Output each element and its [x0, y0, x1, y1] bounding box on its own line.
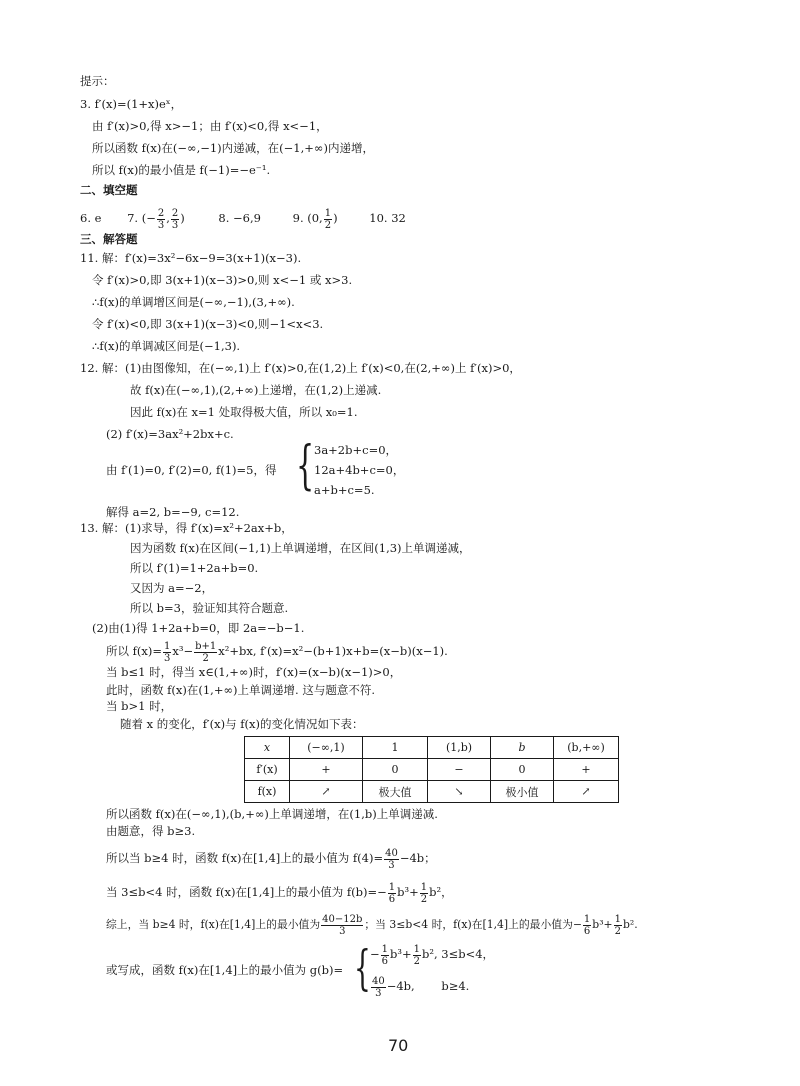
table-row	[245, 737, 619, 759]
q12-line1: 12. 解：(1)由图像知，在(−∞,1)上 f′(x)>0,在(1,2)上 f′(x)<0,在(2,+∞)上 f′(x)>0，	[80, 361, 521, 375]
q12-line4: (2) f′(x)=3ax²+2bx+c.	[106, 427, 234, 441]
table-cell: +	[290, 759, 363, 781]
table-cell: 0	[363, 759, 428, 781]
table-cell: ↗	[290, 781, 363, 803]
table-cell: ↘	[428, 781, 491, 803]
fill-answers	[80, 205, 406, 231]
q13-line3: 所以 f′(1)=1+2a+b=0.	[130, 561, 259, 575]
q11-line5: ∴f(x)的单调减区间是(−1,3).	[92, 339, 241, 353]
table-cell: x	[245, 737, 290, 759]
q13-line13: 由题意，得 b≥3.	[106, 824, 196, 838]
table-cell: (1,b)	[428, 737, 491, 759]
table-cell: b	[491, 737, 554, 759]
q12-system-eq1: 3a+2b+c=0，	[314, 443, 398, 457]
table-cell: f′(x)	[245, 759, 290, 781]
solve-heading: 三、解答题	[80, 232, 138, 246]
fill-heading: 二、填空题	[80, 183, 138, 197]
q12-line2: 故 f(x)在(−∞,1),(2,+∞)上递增，在(1,2)上递减.	[130, 383, 382, 397]
table-cell: −	[428, 759, 491, 781]
table-cell: (−∞,1)	[290, 737, 363, 759]
q13-line10-visible: 当 b>1 时，	[106, 699, 173, 713]
table-cell: 0	[491, 759, 554, 781]
q13-line5: 所以 b=3，验证知其符合题意.	[130, 601, 289, 615]
q13-line4: 又因为 a=−2，	[130, 581, 214, 595]
table-cell: 1	[363, 737, 428, 759]
table-cell: 极小值	[491, 781, 554, 803]
q13-piecewise-brace: {	[354, 940, 371, 996]
q11-line4: 令 f′(x)<0,即 3(x+1)(x−3)<0,则−1<x<3.	[92, 317, 324, 331]
variation-table	[244, 736, 619, 803]
q13-line11: 随着 x 的变化，f′(x)与 f(x)的变化情况如下表：	[120, 717, 364, 731]
table-cell: f(x)	[245, 781, 290, 803]
q12-system-eq2: 12a+4b+c=0，	[314, 463, 405, 477]
q13-line9: 此时，函数 f(x)在(1,+∞)上单调递增. 这与题意不符.	[106, 683, 375, 697]
table-cell: (b,+∞)	[554, 737, 619, 759]
hint-q3-line4: 所以 f(x)的最小值是 f(−1)=−e⁻¹.	[92, 163, 271, 177]
answer-7: 7. (− $\frac{2}{3}$ , $\frac{2}{3}$ )	[127, 207, 185, 231]
table-row	[245, 759, 619, 781]
answer-8: 8. −6,9	[218, 211, 261, 225]
q13-line16: 综上，当 b≥4 时，f(x)在[1,4]上的最小值为 $\frac{40-12b}{3}$ ；当 3≤b<4 时，f(x)在[1,4]上的最小值为− $\frac{1}{6}$ b³+ $\frac{1}{2}$ b².	[106, 913, 638, 937]
q11-line3: ∴f(x)的单调增区间是(−∞,−1),(3,+∞).	[92, 295, 295, 309]
q13-piece2: $\frac{40}{3}$ −4b, b≥4.	[372, 975, 470, 999]
q12-system-eq3: a+b+c=5.	[314, 483, 375, 497]
table-cell: 极大值	[363, 781, 428, 803]
table-cell: ↗	[554, 781, 619, 803]
q13-line12: 所以函数 f(x)在(−∞,1),(b,+∞)上单调递增，在(1,b)上单调递减.	[106, 807, 438, 821]
q13-line7: 所以 f(x)= $\frac{1}{3}$ x³− $\frac{b+1}{2}$ x²+bx, f′(x)=x²−(b+1)x+b=(x−b)(x−1).	[106, 640, 448, 664]
hint-q3-line2: 由 f′(x)>0,得 x>−1；由 f′(x)<0,得 x<−1，	[92, 119, 328, 133]
q13-line14: 所以当 b≥4 时，函数 f(x)在[1,4]上的最小值为 f(4)= $\frac{40}{3}$ −4b；	[106, 847, 436, 871]
q13-line15: 当 3≤b<4 时，函数 f(x)在[1,4]上的最小值为 f(b)=− $\frac{1}{6}$ b³+ $\frac{1}{2}$ b²，	[106, 881, 453, 905]
q13-line6: (2)由(1)得 1+2a+b=0，即 2a=−b−1.	[92, 621, 305, 635]
answer-9: 9. (0, $\frac{1}{2}$ )	[292, 207, 338, 231]
answer-10: 10. 32	[369, 211, 406, 225]
hint-q3-line1: 3. f′(x)=(1+x)eˣ，	[80, 97, 183, 111]
q11-line2: 令 f′(x)>0,即 3(x+1)(x−3)>0,则 x<−1 或 x>3.	[92, 273, 353, 287]
answer-6: 6. e	[80, 211, 102, 225]
table-row	[245, 781, 619, 803]
q13-piece1: − $\frac{1}{6}$ b³+ $\frac{1}{2}$ b², 3≤b<4，	[370, 943, 495, 967]
q12-line3: 因此 f(x)在 x=1 处取得极大值，所以 x₀=1.	[130, 405, 358, 419]
q12-line5: 由 f′(1)=0, f′(2)=0, f(1)=5，得	[106, 463, 277, 477]
hint-q3-line3: 所以函数 f(x)在(−∞,−1)内递减，在(−1,+∞)内递增，	[92, 141, 374, 155]
table-cell: +	[554, 759, 619, 781]
q11-line1: 11. 解：f′(x)=3x²−6x−9=3(x+1)(x−3).	[80, 251, 302, 265]
q13-line1: 13. 解：(1)求导，得 f′(x)=x²+2ax+b，	[80, 521, 293, 535]
q13-line2: 因为函数 f(x)在区间(−1,1)上单调递增，在区间(1,3)上单调递减，	[130, 541, 471, 555]
q13-line8: 当 b≤1 时，得当 x∈(1,+∞)时，f′(x)=(x−b)(x−1)>0，	[106, 665, 402, 679]
hint-label: 提示：	[80, 74, 115, 88]
page-number: 70	[388, 1036, 409, 1055]
q12-line6: 解得 a=2, b=−9, c=12.	[106, 505, 240, 519]
q13-line17: 或写成，函数 f(x)在[1,4]上的最小值为 g(b)=	[106, 963, 344, 977]
q12-system-brace: {	[296, 436, 315, 496]
